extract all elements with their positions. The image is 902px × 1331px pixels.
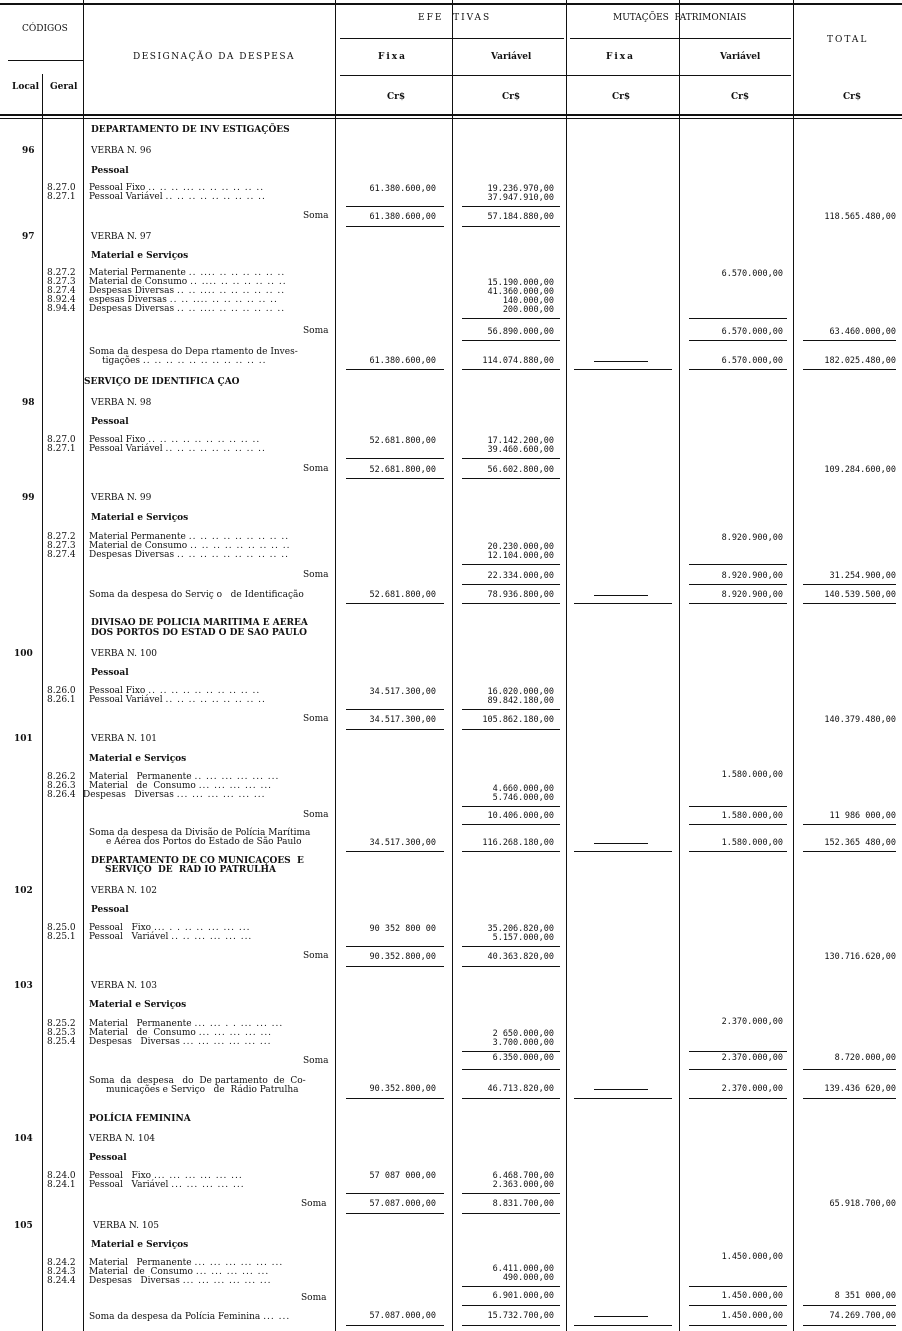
- rule-sum: [689, 824, 787, 825]
- rule-dept: [803, 1098, 896, 1099]
- total-fixa: 57.087.000,00: [369, 1311, 436, 1321]
- verba-label: VERBA N. 98: [91, 398, 152, 408]
- rule-dept: [689, 1325, 787, 1326]
- header-local: Local: [12, 82, 40, 92]
- header-variavel: Variável: [491, 52, 532, 62]
- value-mvar: 1.450.000,00: [721, 1252, 783, 1262]
- rule-codes-right: [83, 0, 84, 1331]
- rule-dept: [689, 369, 787, 370]
- rule-fixa-sub: [340, 75, 791, 76]
- value-variavel: 20.230.000,00: [487, 542, 554, 552]
- rule-sum: [462, 478, 560, 479]
- rule-sum: [689, 806, 787, 807]
- sum-total: 109.284.600,00: [824, 465, 896, 475]
- total-total: 152.365 480,00: [824, 838, 896, 848]
- total-mvar: 2.370.000,00: [721, 1084, 783, 1094]
- rule-dept: [346, 603, 444, 604]
- sum-fixa: 52.681.800,00: [369, 465, 436, 475]
- value-variavel: 12.104.000,00: [487, 551, 554, 561]
- soma-label: Soma: [301, 1293, 327, 1303]
- value-variavel: 89.842.180,00: [487, 696, 554, 706]
- item-label: Material Permanente .. ... ... ... ... ...: [89, 772, 280, 782]
- value-variavel: 6.468.700,00: [492, 1171, 554, 1181]
- soma-label: Soma: [301, 1199, 327, 1209]
- rule-sum: [346, 1213, 444, 1214]
- sum-variavel: 6.350.000,00: [492, 1053, 554, 1063]
- item-label: Material de Consumo ... ... ... ... ...: [89, 781, 273, 791]
- value-variavel: 5.746.000,00: [492, 793, 554, 803]
- total-variavel: 78.936.800,00: [487, 590, 554, 600]
- code: 8.25.1: [47, 932, 76, 942]
- soma-despesa: Soma da despesa da Divisão de Polícia Marítima: [89, 828, 311, 838]
- code: 8.27.0: [47, 183, 76, 193]
- value-variavel: 2 650.000,00: [492, 1029, 554, 1039]
- local-code: 102: [14, 886, 33, 896]
- rule-mfixa-right: [679, 0, 680, 1331]
- sum-mvar: 1.450.000,00: [721, 1291, 783, 1301]
- rule-mutacoes-mid: [570, 38, 791, 39]
- rule-dept: [346, 1098, 444, 1099]
- rule-sum: [803, 1069, 896, 1070]
- total-variavel: 114.074.880,00: [482, 356, 554, 366]
- rule-sum: [346, 206, 444, 207]
- rule-dept: [803, 1325, 896, 1326]
- rule-sum: [462, 729, 560, 730]
- rule-dept: [574, 1325, 672, 1326]
- rule-fixa-right: [452, 0, 453, 1331]
- rule-sum: [462, 946, 560, 947]
- verba-label: VERBA N. 96: [91, 146, 152, 156]
- item-label: Despesas Diversas .. .. .... .. .. .. .. .. ..: [89, 286, 286, 296]
- value-variavel: 35.206.820,00: [487, 924, 554, 934]
- item-label: Pessoal Variável .. .. .. .. .. .. .. .. ..: [89, 444, 266, 454]
- group-material: Material e Serviços: [91, 513, 189, 523]
- soma-label: Soma: [303, 211, 329, 221]
- sum-total: 31.254.900,00: [829, 571, 896, 581]
- item-label: Material Permanente ... ... ... ... ... ...: [89, 1258, 284, 1268]
- rule-sum: [462, 564, 560, 565]
- group-pessoal: Pessoal: [91, 668, 129, 678]
- code: 8.26.0: [47, 686, 76, 696]
- rule-dept: [462, 1098, 560, 1099]
- value-variavel: 39.460.600,00: [487, 445, 554, 455]
- value-variavel: 19.236.970,00: [487, 184, 554, 194]
- rule-sum: [462, 1051, 560, 1052]
- verba-label: VERBA N. 105: [93, 1221, 160, 1231]
- item-label: Despesas Diversas ... ... ... ... ... ...: [83, 790, 266, 800]
- local-code: 98: [22, 398, 35, 408]
- rule-dept: [689, 851, 787, 852]
- item-label: Pessoal Fixo .. .. .. .. .. .. .. .. .. ..: [89, 686, 261, 696]
- rule-sum: [462, 824, 560, 825]
- rule-sum: [462, 1193, 560, 1194]
- rule-sum: [462, 340, 560, 341]
- rule-sum: [689, 1305, 787, 1306]
- rule-sum: [462, 709, 560, 710]
- item-label: Material Permanente .. .... .. .. .. .. .. ..: [89, 268, 286, 278]
- rule-sum: [462, 226, 560, 227]
- rule-mvar-right: [793, 0, 794, 1331]
- code: 8.26.4: [47, 790, 76, 800]
- item-label: Material de Consumo .. .... .. .. .. .. .. ..: [89, 277, 287, 287]
- rule-sum: [462, 966, 560, 967]
- code: 8.27.4: [47, 550, 76, 560]
- sum-variavel: 105.862.180,00: [482, 715, 554, 725]
- rule-sum: [346, 946, 444, 947]
- item-label: Pessoal Fixo .. .. .. .. .. .. .. .. .. ..: [89, 435, 261, 445]
- soma-despesa: Soma da despesa do Depa rtamento de Inves-: [89, 347, 298, 357]
- soma-label: Soma: [303, 464, 329, 474]
- section-title: SERVIÇO DE IDENTIFICA ÇAO: [84, 377, 240, 387]
- rule-dept: [574, 1098, 672, 1099]
- rule-dept: [462, 1325, 560, 1326]
- total-mvar: 1.580.000,00: [721, 838, 783, 848]
- total-fixa: 52.681.800,00: [369, 590, 436, 600]
- code: 8.24.3: [47, 1267, 76, 1277]
- local-code: 99: [22, 493, 35, 503]
- currency-fixa: Cr$: [387, 92, 406, 102]
- rule-dept: [346, 1325, 444, 1326]
- value-variavel: 41.360.000,00: [487, 287, 554, 297]
- header-geral: Geral: [50, 82, 78, 92]
- item-label: Material de Consumo ... ... ... ... ...: [89, 1267, 270, 1277]
- total-variavel: 46.713.820,00: [487, 1084, 554, 1094]
- soma-label: Soma: [303, 570, 329, 580]
- value-variavel: 2.363.000,00: [492, 1180, 554, 1190]
- sum-variavel: 40.363.820,00: [487, 952, 554, 962]
- code: 8.27.4: [47, 286, 76, 296]
- soma-despesa: Soma da despesa do Serviç o de Identificação: [89, 590, 304, 600]
- rule-sum: [803, 824, 896, 825]
- group-pessoal: Pessoal: [91, 417, 129, 427]
- header-mutacoes: MUTAÇÕES PATRIMONIAIS: [613, 13, 747, 23]
- rule-sum: [462, 584, 560, 585]
- value-variavel: 5.157.000,00: [492, 933, 554, 943]
- rule-dept: [462, 851, 560, 852]
- item-label: Despesas Diversas .. .. .... .. .. .. .. .. ..: [89, 304, 286, 314]
- rule-sum: [462, 1069, 560, 1070]
- code: 8.25.0: [47, 923, 76, 933]
- rule-sum: [689, 584, 787, 585]
- rule-mfixa-sum: [594, 595, 648, 596]
- local-code: 105: [14, 1221, 33, 1231]
- total-total: 182.025.480,00: [824, 356, 896, 366]
- value-variavel: 6.411.000,00: [492, 1264, 554, 1274]
- rule-dept: [462, 369, 560, 370]
- code: 8.27.1: [47, 444, 76, 454]
- code: 8.25.3: [47, 1028, 76, 1038]
- code: 8.27.3: [47, 541, 76, 551]
- local-code: 104: [14, 1134, 33, 1144]
- sum-fixa: 61.380.600,00: [369, 212, 436, 222]
- sum-mvar: 1.580.000,00: [721, 811, 783, 821]
- sum-total: 8.720.000,00: [834, 1053, 896, 1063]
- value-fixa: 61.380.600,00: [369, 184, 436, 194]
- verba-label: VERBA N. 101: [91, 734, 158, 744]
- sum-variavel: 22.334.000,00: [487, 571, 554, 581]
- sum-total: 11 986 000,00: [829, 811, 896, 821]
- value-fixa: 34.517.300,00: [369, 687, 436, 697]
- rule-sum: [689, 1051, 787, 1052]
- rule-sum: [346, 226, 444, 227]
- rule-dept: [689, 1098, 787, 1099]
- code: 8.25.4: [47, 1037, 76, 1047]
- total-variavel: 15.732.700,00: [487, 1311, 554, 1321]
- rule-mfixa-sum: [594, 843, 648, 844]
- verba-label: VERBA N. 102: [91, 886, 158, 896]
- local-code: 96: [22, 146, 35, 156]
- rule-sum: [462, 1286, 560, 1287]
- rule-dept: [574, 369, 672, 370]
- value-variavel: 4.660.000,00: [492, 784, 554, 794]
- total-fixa: 34.517.300,00: [369, 838, 436, 848]
- code: 8.24.4: [47, 1276, 76, 1286]
- section-title: SERVIÇO DE RAD IO PATRULHA: [105, 865, 276, 875]
- rule-header-bottom: [0, 114, 902, 116]
- rule-sum: [462, 318, 560, 319]
- code: 8.92.4: [47, 295, 76, 305]
- sum-variavel: 56.890.000,00: [487, 327, 554, 337]
- value-fixa: 90 352 800 00: [369, 924, 436, 934]
- sum-variavel: 10.406.000,00: [487, 811, 554, 821]
- sum-variavel: 8.831.700,00: [492, 1199, 554, 1209]
- rule-dept: [462, 603, 560, 604]
- rule-var-right: [566, 0, 567, 1331]
- item-label: Material de Consumo ... ... ... ... ...: [89, 1028, 273, 1038]
- code: 8.26.3: [47, 781, 76, 791]
- rule-efetivas-mid: [340, 38, 564, 39]
- rule-sum: [462, 458, 560, 459]
- verba-label: VERBA N. 97: [91, 232, 152, 242]
- item-label: Pessoal Fixo ... ... ... ... ... ...: [89, 1171, 243, 1181]
- currency-total: Cr$: [843, 92, 862, 102]
- rule-sum: [803, 584, 896, 585]
- total-mvar: 1.450.000,00: [721, 1311, 783, 1321]
- total-total: 74.269.700,00: [829, 1311, 896, 1321]
- code: 8.27.1: [47, 192, 76, 202]
- soma-despesa: Soma da despesa da Polícia Feminina ... ...: [89, 1312, 291, 1322]
- rule-sum: [346, 1193, 444, 1194]
- item-label: Material de Consumo .. .. .. .. .. .. .. .. ..: [89, 541, 291, 551]
- sum-fixa: 90.352.800,00: [369, 952, 436, 962]
- value-variavel: 200.000,00: [502, 305, 554, 315]
- code: 8.27.0: [47, 435, 76, 445]
- sum-total: 8 351 000,00: [834, 1291, 896, 1301]
- rule-mfixa-sum: [594, 1316, 648, 1317]
- header-codigos: CÓDIGOS: [22, 24, 68, 34]
- section-title: DEPARTAMENTO DE CO MUNICAÇOES E: [91, 856, 304, 866]
- soma-label: Soma: [303, 326, 329, 336]
- value-fixa: 57 087 000,00: [369, 1171, 436, 1181]
- total-fixa: 61.380.600,00: [369, 356, 436, 366]
- local-code: 97: [22, 232, 35, 242]
- rule-desc-right: [335, 0, 336, 1331]
- verba-label: VERBA N. 103: [91, 981, 158, 991]
- rule-dept: [689, 603, 787, 604]
- code: 8.25.2: [47, 1019, 76, 1029]
- rule-dept: [574, 603, 672, 604]
- total-variavel: 116.268.180,00: [482, 838, 554, 848]
- item-label: espesas Diversas .. .. .... .. .. .. .. .. ..: [89, 295, 278, 305]
- currency-mfixa: Cr$: [612, 92, 631, 102]
- item-label: Material Permanente .. .. .. .. .. .. .. .. ..: [89, 532, 290, 542]
- group-pessoal: Pessoal: [89, 1153, 127, 1163]
- code: 8.24.0: [47, 1171, 76, 1181]
- item-label: Pessoal Variável .. .. ... ... ... ...: [89, 932, 253, 942]
- header-efetivas: EFE TIVAS: [418, 13, 492, 23]
- value-fixa: 52.681.800,00: [369, 436, 436, 446]
- code: 8.27.2: [47, 532, 76, 542]
- rule-sum: [462, 1305, 560, 1306]
- value-variavel: 490.000,00: [502, 1273, 554, 1283]
- verba-label: VERBA N. 104: [89, 1134, 156, 1144]
- item-label: Despesas Diversas ... ... ... ... ... ...: [89, 1037, 272, 1047]
- item-label: Pessoal Fixo ... . . .. .. ... ... ...: [89, 923, 251, 933]
- soma-despesa: tigações .. .. .. .. .. .. .. .. .. .. ..: [102, 356, 267, 366]
- value-variavel: 16.020.000,00: [487, 687, 554, 697]
- rule-sum: [346, 709, 444, 710]
- total-mvar: 6.570.000,00: [721, 356, 783, 366]
- rule-mfixa-sum: [594, 1089, 648, 1090]
- code: 8.27.2: [47, 268, 76, 278]
- local-code: 103: [14, 981, 33, 991]
- rule-dept: [574, 851, 672, 852]
- rule-sum: [462, 806, 560, 807]
- soma-label: Soma: [303, 714, 329, 724]
- section-title: DOS PORTOS DO ESTAD O DE SAO PAULO: [91, 628, 307, 638]
- rule-sum: [689, 340, 787, 341]
- group-pessoal: Pessoal: [91, 905, 129, 915]
- item-label: Despesas Diversas ... ... ... ... ... ...: [89, 1276, 272, 1286]
- group-material: Material e Serviços: [91, 251, 189, 261]
- group-material: Material e Serviços: [89, 1000, 187, 1010]
- rule-sum: [462, 1213, 560, 1214]
- value-variavel: 17.142.200,00: [487, 436, 554, 446]
- rule-dept: [803, 369, 896, 370]
- code: 8.26.1: [47, 695, 76, 705]
- verba-label: VERBA N. 100: [91, 649, 158, 659]
- sum-total: 118.565.480,00: [824, 212, 896, 222]
- soma-despesa: Soma da despesa do De partamento de Co-: [89, 1076, 306, 1086]
- group-material: Material e Serviços: [91, 1240, 189, 1250]
- currency-variavel: Cr$: [502, 92, 521, 102]
- soma-label: Soma: [303, 810, 329, 820]
- rule-sum: [346, 458, 444, 459]
- rule-dept: [346, 369, 444, 370]
- value-variavel: 3.700.000,00: [492, 1038, 554, 1048]
- value-mvar: 1.580.000,00: [721, 770, 783, 780]
- sum-mvar: 2.370.000,00: [721, 1053, 783, 1063]
- header-total: TOTAL: [827, 35, 869, 45]
- code: 8.24.2: [47, 1258, 76, 1268]
- sum-total: 65.918.700,00: [829, 1199, 896, 1209]
- rule-sum: [346, 478, 444, 479]
- rule-sum: [346, 966, 444, 967]
- header-fixa-mut: Fixa: [606, 52, 636, 62]
- rule-mfixa-sum: [594, 361, 648, 362]
- code: 8.27.3: [47, 277, 76, 287]
- rule-top: [0, 3, 902, 5]
- section-title: DIVISAO DE POLICIA MARITIMA E AEREA: [91, 618, 308, 628]
- item-label: Material Permanente ... ... . . ... ... ...: [89, 1019, 284, 1029]
- value-variavel: 140.000,00: [502, 296, 554, 306]
- value-variavel: 15.190.000,00: [487, 278, 554, 288]
- header-designacao: DESIGNAÇÃO DA DESPESA: [133, 52, 296, 62]
- code: 8.94.4: [47, 304, 76, 314]
- code: 8.24.1: [47, 1180, 76, 1190]
- soma-label: Soma: [303, 1056, 329, 1066]
- rule-codes-mid: [8, 60, 83, 61]
- header-variavel-mut: Variável: [720, 52, 761, 62]
- sum-total: 130.716.620,00: [824, 952, 896, 962]
- sum-fixa: 34.517.300,00: [369, 715, 436, 725]
- item-label: Pessoal Variável ... ... ... ... ...: [89, 1180, 245, 1190]
- item-label: Pessoal Variável .. .. .. .. .. .. .. .. ..: [89, 192, 266, 202]
- sum-mvar: 6.570.000,00: [721, 327, 783, 337]
- local-code: 100: [14, 649, 33, 659]
- total-fixa: 90.352.800,00: [369, 1084, 436, 1094]
- rule-sum: [689, 1286, 787, 1287]
- rule-local-right: [42, 74, 43, 1331]
- section-title: POLÍCIA FEMININA: [89, 1114, 191, 1124]
- soma-label: Soma: [303, 951, 329, 961]
- value-mvar: 8.920.900,00: [721, 533, 783, 543]
- item-label: Despesas Diversas .. .. .. .. .. .. .. .. .. ..: [89, 550, 289, 560]
- local-code: 101: [14, 734, 33, 744]
- rule-header-bottom2: [0, 118, 902, 119]
- sum-variavel: 56.602.800,00: [487, 465, 554, 475]
- rule-dept: [803, 603, 896, 604]
- sum-variavel: 57.184.880,00: [487, 212, 554, 222]
- section-title: DEPARTAMENTO DE INV ESTIGAÇÕES: [91, 125, 290, 135]
- rule-sum: [346, 729, 444, 730]
- group-pessoal: Pessoal: [91, 166, 129, 176]
- sum-total: 63.460.000,00: [829, 327, 896, 337]
- rule-dept: [346, 851, 444, 852]
- header-fixa: Fixa: [378, 52, 408, 62]
- item-label: Pessoal Variável .. .. .. .. .. .. .. .. ..: [89, 695, 266, 705]
- rule-sum: [689, 1069, 787, 1070]
- code: 8.26.2: [47, 772, 76, 782]
- rule-dept: [803, 851, 896, 852]
- item-label: Pessoal Fixo .. .. .. ... .. .. .. .. .. ..: [89, 183, 265, 193]
- rule-sum: [689, 564, 787, 565]
- value-variavel: 37.947.910,00: [487, 193, 554, 203]
- sum-total: 140.379.480,00: [824, 715, 896, 725]
- value-mvar: 6.570.000,00: [721, 269, 783, 279]
- currency-mvar: Cr$: [731, 92, 750, 102]
- rule-sum: [462, 206, 560, 207]
- sum-mvar: 8.920.900,00: [721, 571, 783, 581]
- rule-sum: [803, 1305, 896, 1306]
- rule-sum: [689, 318, 787, 319]
- total-mvar: 8.920.900,00: [721, 590, 783, 600]
- group-material: Material e Serviços: [89, 754, 187, 764]
- total-total: 140.539.500,00: [824, 590, 896, 600]
- rule-sum: [803, 340, 896, 341]
- value-mvar: 2.370.000,00: [721, 1017, 783, 1027]
- soma-despesa: municações e Serviço de Rádio Patrulha: [106, 1085, 299, 1095]
- sum-variavel: 6.901.000,00: [492, 1291, 554, 1301]
- total-total: 139.436 620,00: [824, 1084, 896, 1094]
- soma-despesa: e Aérea dos Portos do Estado de São Paulo: [106, 837, 302, 847]
- sum-fixa: 57.087.000,00: [369, 1199, 436, 1209]
- verba-label: VERBA N. 99: [91, 493, 152, 503]
